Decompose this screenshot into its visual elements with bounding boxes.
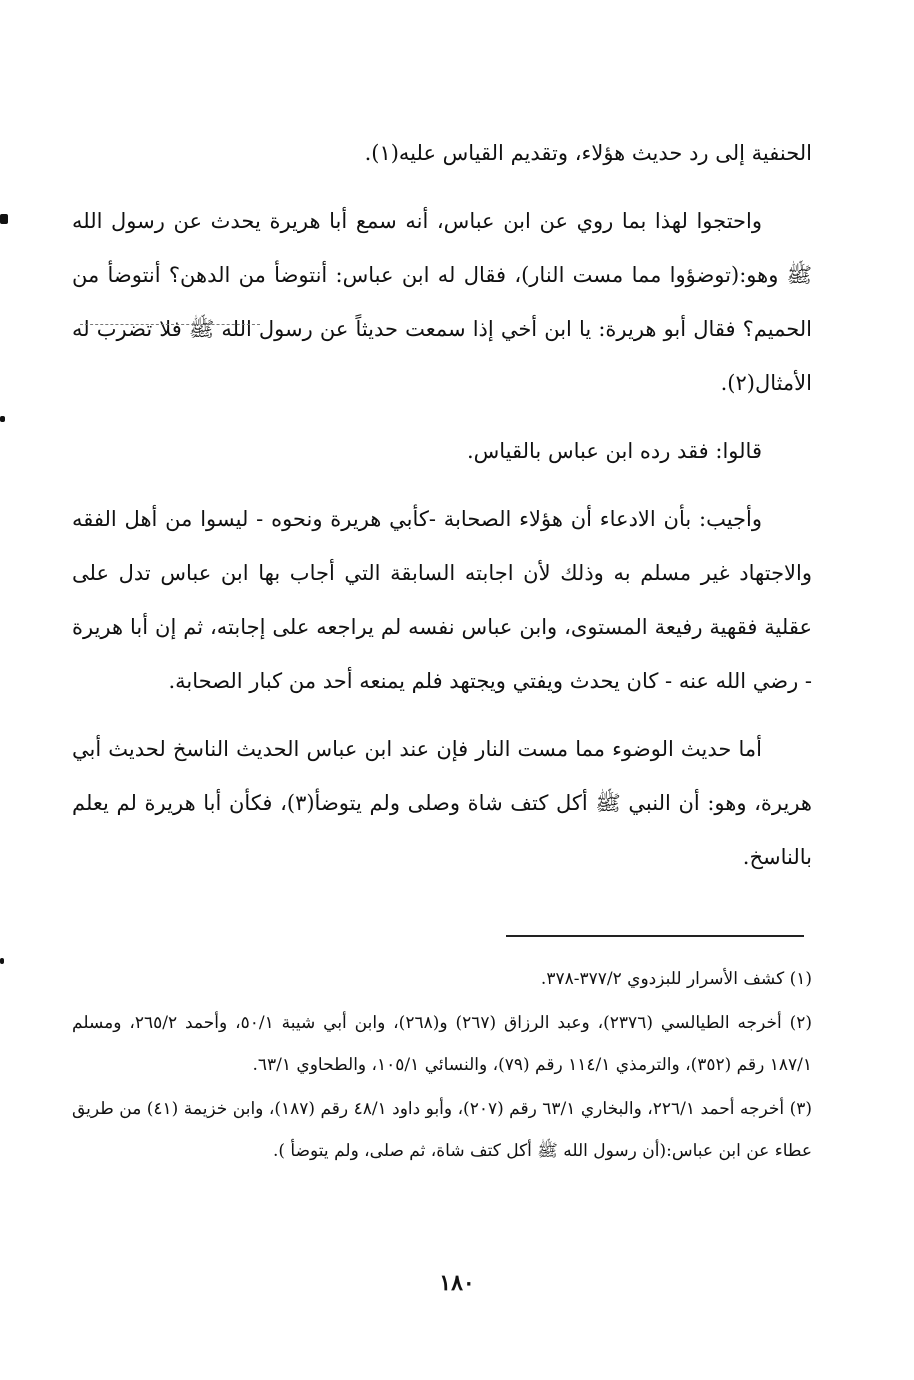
footnote-separator bbox=[506, 935, 804, 937]
footnote-1: (١) كشف الأسرار للبزدوي ٣٧٧/٢-٣٧٨. bbox=[540, 969, 812, 989]
dashed-line-mark bbox=[80, 324, 260, 325]
footnotes bbox=[72, 958, 812, 1174]
edge-mark-bottom bbox=[0, 958, 4, 964]
page-number: ١٨٠ bbox=[439, 1270, 475, 1296]
paragraph-2: واحتجوا لهذا بما روي عن ابن عباس، أنه سمع أبا هريرة يحدث عن رسول الله ﷺ وهو:(توضؤوا مما مست النار)، فقال له ابن عباس: أنتوضأ من الدهن؟ أنتوضأ من الحميم؟ فقال أبو هريرة: يا ابن أخي إذا سمعت حديثاً عن رسول الله ﷺ فلا تضرب له الأمثال(٢). bbox=[72, 209, 812, 395]
paragraph-4: وأجيب: بأن الادعاء أن هؤلاء الصحابة -كأبي هريرة ونحوه - ليسوا من أهل الفقه والاجتهاد غير مسلم به وذلك لأن اجابته السابقة التي أجاب بها ابن عباس تدل على عقلية فقهية رفيعة المستوى، وابن عباس نفسه لم يراجعه على إجابته، ثم إن أبا هريرة - رضي الله عنه - كان يحدث ويفتي ويجتهد فلم يمنعه أحد من كبار الصحابة. bbox=[72, 507, 812, 693]
main-text bbox=[72, 126, 812, 898]
paragraph-3: قالوا: فقد رده ابن عباس بالقياس. bbox=[466, 439, 762, 463]
edge-mark-middle bbox=[0, 416, 5, 422]
edge-mark-top bbox=[0, 214, 8, 224]
paragraph-5: أما حديث الوضوء مما مست النار فإن عند ابن عباس الحديث الناسخ لحديث أبي هريرة، وهو: أن النبي ﷺ أكل كتف شاة وصلى ولم يتوضأ(٣)، فكأن أبا هريرة لم يعلم بالناسخ. bbox=[72, 737, 812, 869]
footnote-3: (٣) أخرجه أحمد ٢٢٦/١، والبخاري ٦٣/١ رقم (٢٠٧)، وأبو داود ٤٨/١ رقم (١٨٧)، وابن خزيمة (٤١) من طريق عطاء عن ابن عباس:(أن رسول الله ﷺ أكل كتف شاة، ثم صلى، ولم يتوضأ ). bbox=[72, 1099, 812, 1161]
footnote-2: (٢) أخرجه الطيالسي (٢٣٧٦)، وعبد الرزاق (٢٦٧) و(٢٦٨)، وابن أبي شيبة ٥٠/١، وأحمد ٢٦٥/٢، ومسلم ١٨٧/١ رقم (٣٥٢)، والترمذي ١١٤/١ رقم (٧٩)، والنسائي ١٠٥/١، والطحاوي ٦٣/١. bbox=[72, 1013, 812, 1075]
paragraph-1: الحنفية إلى رد حديث هؤلاء، وتقديم القياس عليه(١). bbox=[364, 141, 812, 165]
